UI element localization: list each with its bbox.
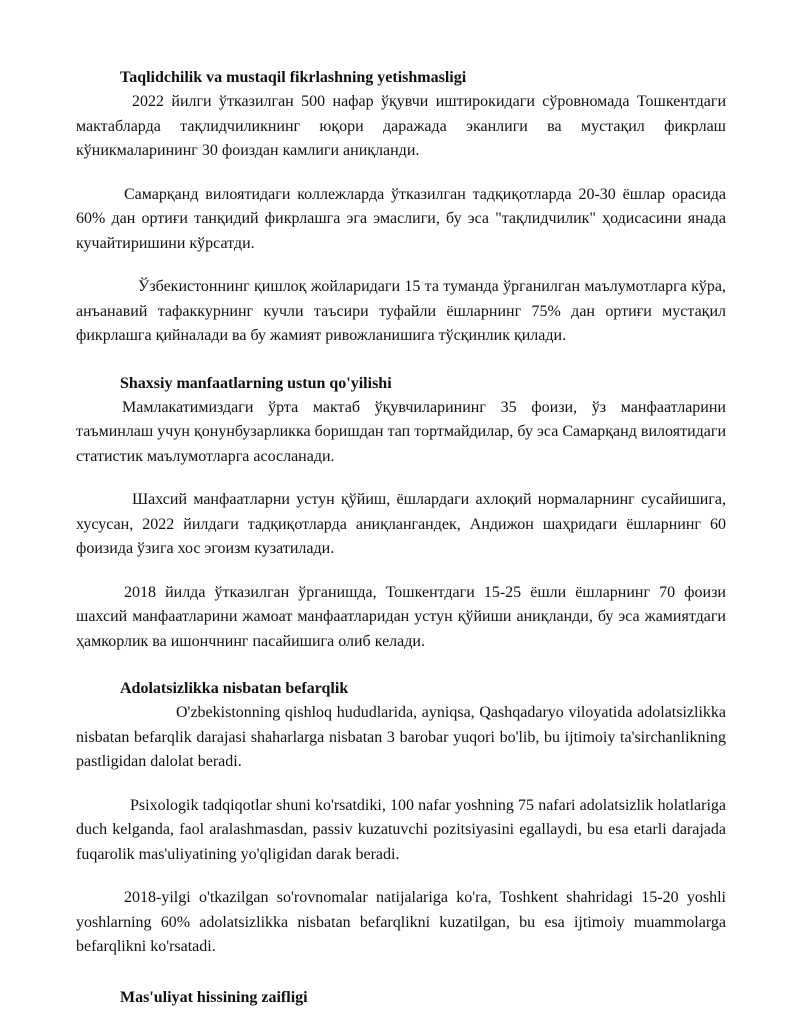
paragraph: Самарқанд вилоятидаги коллежларда ўтказилган тадқиқотларда 20-30 ёшлар орасида 60% дан ортиғи танқидий фикрлашга эга эмаслиги, бу эса "тақлидчилик" ҳодисасини янада кучайтиришини кўрсатди. [76,185,726,252]
section-imitation [76,66,726,349]
paragraph: 2018 йилда ўтказилган ўрганишда, Тошкентдаги 15-25 ёшли ёшларнинг 70 фоизи шахсий манфаатларини жамоат манфаатларидан устун қўйиши аниқланди, бу эса жамиятдаги ҳамкорлик ва ишончнинг пасайишига олиб келади. [76,583,726,650]
section-heading: Shaxsiy manfaatlarning ustun qo'yilishi [120,374,392,392]
section-responsibility [76,986,726,1010]
paragraph: Мамлакатимиздаги ўрта мактаб ўқувчиларининг 35 фоизи, ўз манфаатларини таъминлаш учун қонунбузарликка боришдан тап тортмайдилар, бу эса Самарқанд вилоятидаги статистик маълумотларга асосланади. [76,398,726,465]
paragraph: 2022 йилги ўтказилган 500 нафар ўқувчи иштирокидаги сўровномада Тошкентдаги мактабларда тақлидчиликнинг юқори даражада эканлиги ва мустақил фикрлаш кўникмаларининг 30 фоиздан камлиги аниқланди. [76,93,726,159]
section-heading: Mas'uliyat hissining zaifligi [120,988,308,1006]
section-injustice-indifference [76,677,726,960]
section-heading: Taqlidchilik va mustaqil fikrlashning yetishmasligi [120,69,467,86]
document-page [76,66,726,1010]
paragraph: Шахсий манфаатларни устун қўйиш, ёшлардаги ахлоқий нормаларнинг сусайишига, хусусан, 2022 йилдаги тадқиқотларда аниқлангандек, Андижон шаҳридаги ёшларнинг 60 фоизида ўзига хос эгоизм кузатилади. [76,491,726,557]
paragraph: O'zbekistonning qishloq hududlarida, ayniqsa, Qashqadaryo viloyatida adolatsizlikka nisbatan befarqlik darajasi shaharlarga nisbatan 3 barobar yuqori bo'lib, bu ijtimoiy ta'sirchanlikning pastligidan dalolat beradi. [76,704,726,770]
paragraph: 2018-yilgi o'tkazilgan so'rovnomalar natijalariga ko'ra, Toshkent shahridagi 15-20 yoshli yoshlarning 60% adolatsizlikka nisbatan befarqlikni kuzatilgan, bu esa ijtimoiy muammolarga befarqlikni ko'rsatadi. [76,889,726,955]
paragraph: Psixologik tadqiqotlar shuni ko'rsatdiki, 100 nafar yoshning 75 nafari adolatsizlik holatlariga duch kelganda, faol aralashmasdan, passiv kuzatuvchi pozitsiyasini egallaydi, bu esa etarli darajada fuqarolik mas'uliyatining yo'qligidan darak beradi. [76,796,726,863]
section-heading: Adolatsizlikka nisbatan befarqlik [120,680,349,697]
section-personal-interests [76,372,726,655]
paragraph: Ўзбекистоннинг қишлоқ жойларидаги 15 та туманда ўрганилган маълумотларга кўра, анъанавий тафаккурнинг кучли таъсири туфайли ёшларнинг 75% дан ортиғи мустақил фикрлашга қийналади ва бу жамият ривожланишига тўсқинлик қилади. [76,278,726,344]
